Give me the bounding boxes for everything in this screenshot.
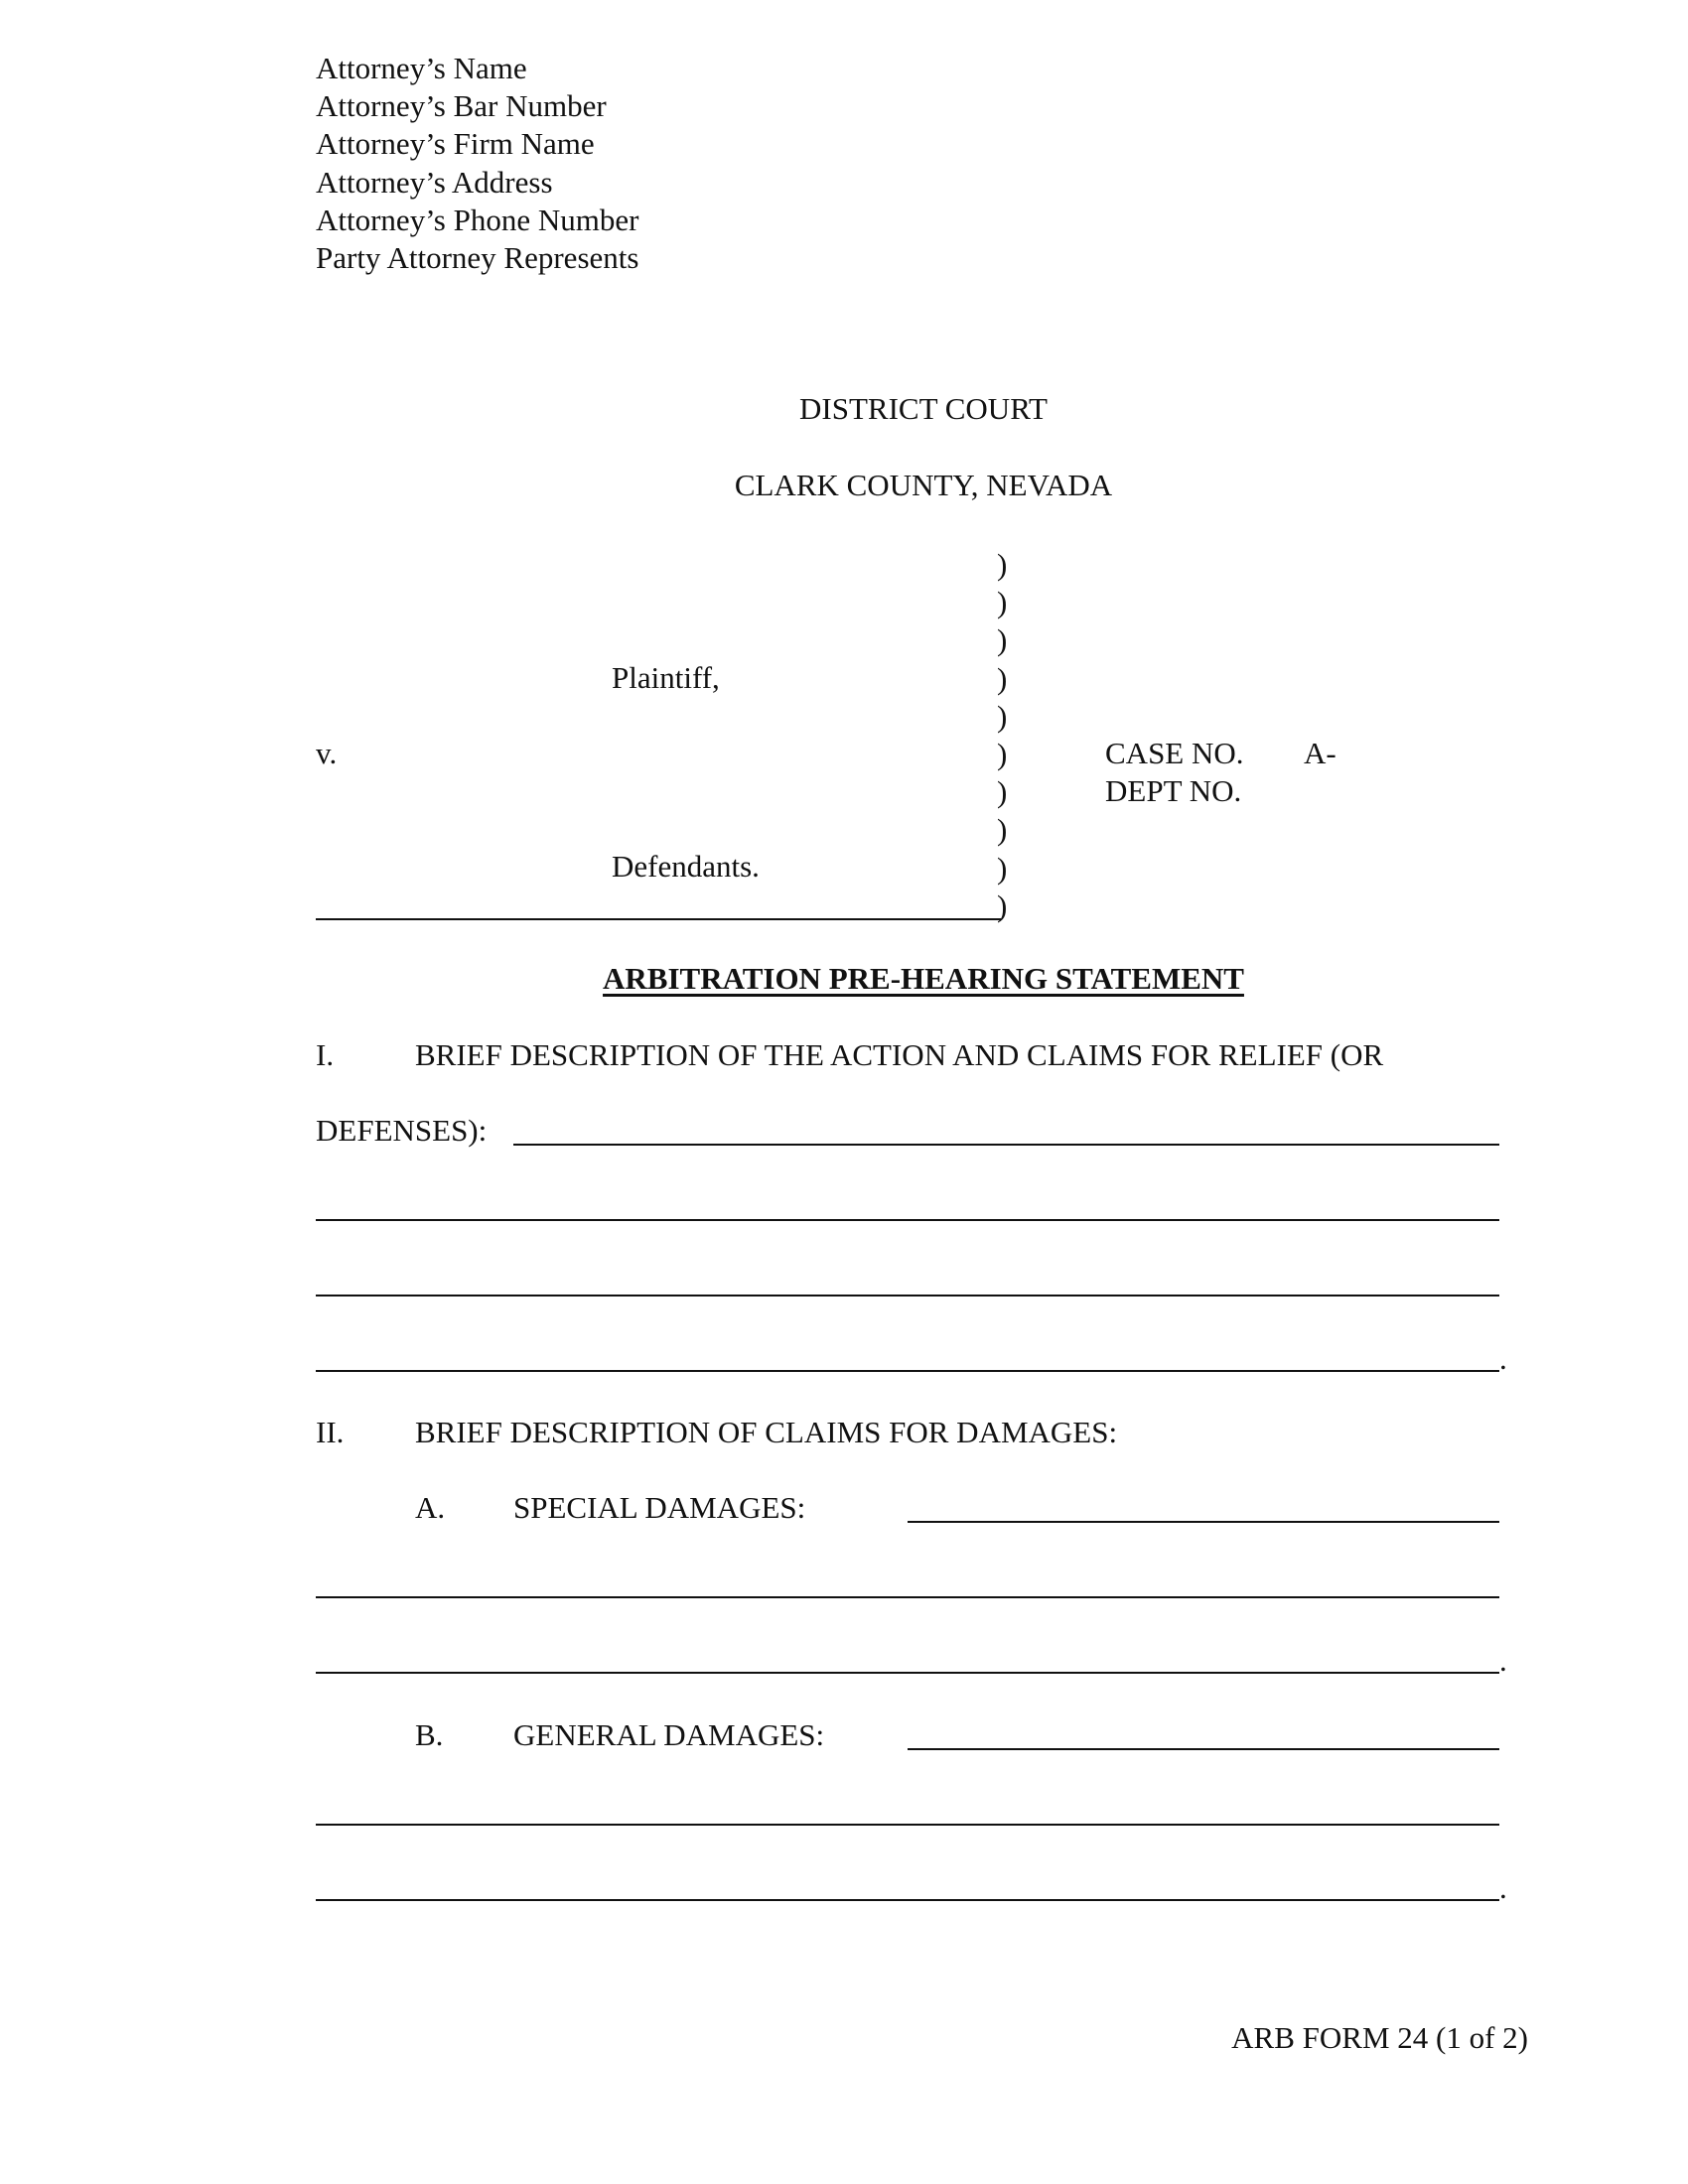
caption-paren: ) <box>997 736 1008 771</box>
section-1-blank-line[interactable] <box>316 1295 1499 1297</box>
caption-paren: ) <box>997 850 1008 886</box>
general-damages-blank-line[interactable] <box>316 1899 1499 1901</box>
section-1-blank-line[interactable] <box>316 1370 1499 1372</box>
case-number-label: CASE NO. <box>1105 736 1244 770</box>
attorney-info-block <box>316 50 638 277</box>
caption-paren: ) <box>997 622 1008 658</box>
dept-number-label: DEPT NO. <box>1105 773 1242 808</box>
caption-parenthesis-column <box>997 546 1007 925</box>
form-title: ARBITRATION PRE-HEARING STATEMENT <box>603 961 1244 996</box>
caption-bottom-rule <box>316 918 1001 920</box>
caption-paren: ) <box>997 812 1008 848</box>
section-1-end-period: . <box>1499 1341 1507 1376</box>
special-damages-end-period: . <box>1499 1643 1507 1678</box>
section-1-blank-line[interactable] <box>513 1144 1499 1146</box>
general-damages-label: GENERAL DAMAGES: <box>513 1717 825 1752</box>
defendants-label: Defendants. <box>612 849 760 884</box>
section-1-heading-continued: DEFENSES): <box>316 1113 488 1148</box>
section-1-blank-line[interactable] <box>316 1219 1499 1221</box>
caption-paren: ) <box>997 660 1008 696</box>
attorney-bar-number: Attorney’s Bar Number <box>316 88 607 124</box>
court-county: CLARK COUNTY, NEVADA <box>734 468 1113 502</box>
attorney-firm-name: Attorney’s Firm Name <box>316 126 595 162</box>
versus-label: v. <box>316 736 338 770</box>
plaintiff-label: Plaintiff, <box>612 660 720 695</box>
section-1-number: I. <box>316 1037 335 1072</box>
general-damages-end-period: . <box>1499 1870 1507 1905</box>
special-damages-blank-line[interactable] <box>316 1672 1499 1674</box>
special-damages-blank-line[interactable] <box>908 1521 1499 1523</box>
subsection-a-letter: A. <box>415 1490 446 1525</box>
general-damages-blank-line[interactable] <box>316 1824 1499 1826</box>
caption-paren: ) <box>997 887 1008 923</box>
special-damages-blank-line[interactable] <box>316 1596 1499 1598</box>
section-1-heading: BRIEF DESCRIPTION OF THE ACTION AND CLAIMS FOR RELIEF (OR <box>415 1037 1384 1072</box>
party-represented: Party Attorney Represents <box>316 240 639 276</box>
general-damages-blank-line[interactable] <box>908 1748 1499 1750</box>
court-name: DISTRICT COURT <box>799 391 1048 426</box>
subsection-b-letter: B. <box>415 1717 444 1752</box>
attorney-address: Attorney’s Address <box>316 164 553 200</box>
section-2-heading: BRIEF DESCRIPTION OF CLAIMS FOR DAMAGES: <box>415 1415 1118 1449</box>
caption-paren: ) <box>997 774 1008 810</box>
case-number-value[interactable]: A- <box>1304 736 1336 770</box>
section-2-number: II. <box>316 1415 345 1449</box>
attorney-phone-number: Attorney’s Phone Number <box>316 202 639 237</box>
attorney-name: Attorney’s Name <box>316 51 527 85</box>
caption-paren: ) <box>997 585 1008 620</box>
form-identifier: ARB FORM 24 (1 of 2) <box>1231 2020 1528 2055</box>
caption-paren: ) <box>997 547 1008 582</box>
special-damages-label: SPECIAL DAMAGES: <box>513 1490 806 1525</box>
caption-paren: ) <box>997 698 1008 734</box>
